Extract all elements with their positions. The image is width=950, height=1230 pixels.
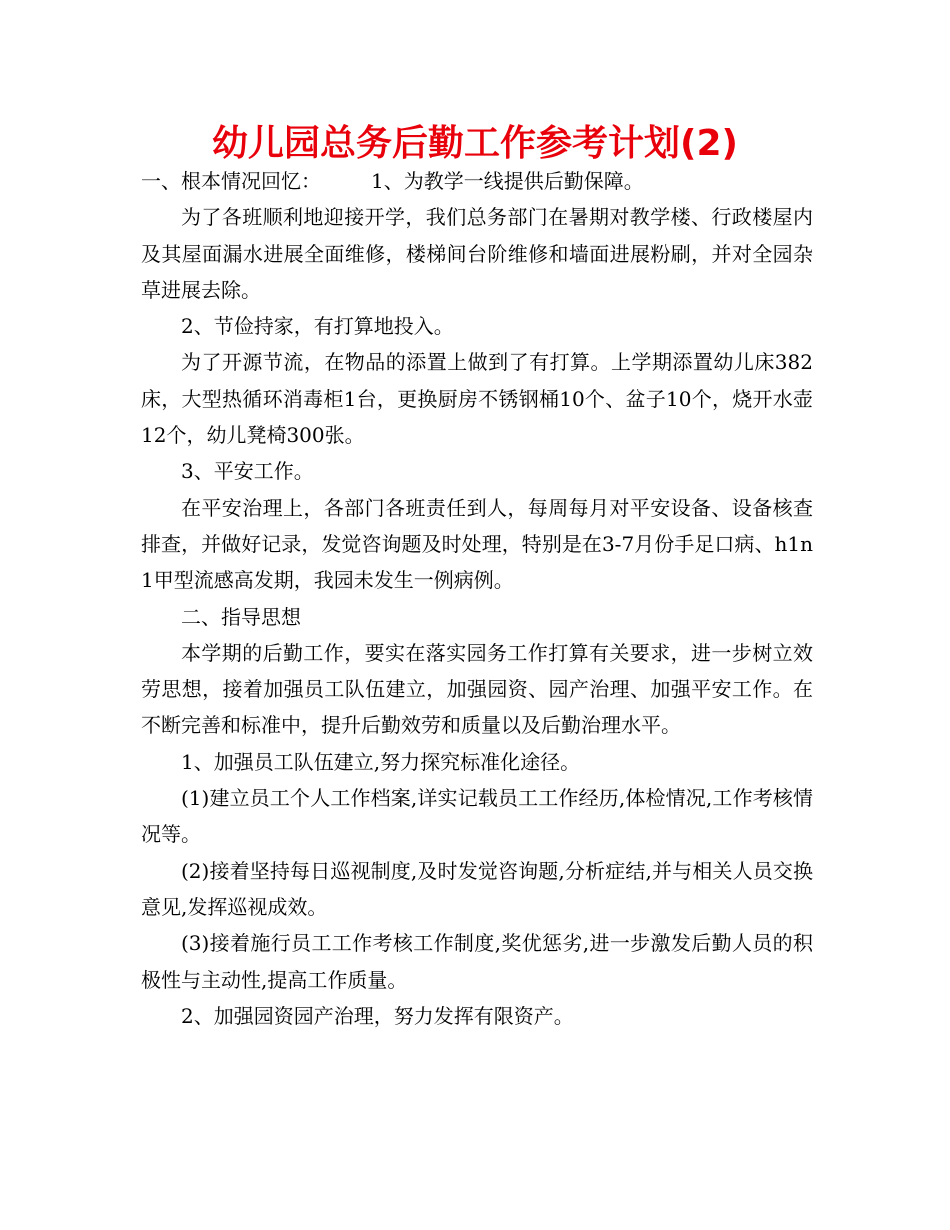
paragraph: 2、节俭持家，有打算地投入。 [181, 314, 454, 339]
section1-heading: 一、根本情况回忆： [141, 169, 321, 193]
document-title: 幼儿园总务后勤工作参考计划(2) [212, 123, 738, 164]
paragraph: 为了各班顺利地迎接开学，我们总务部门在暑期对教学楼、行政楼屋内及其屋面漏水进展全面维修，楼梯间台阶维修和墙面进展粉刷，并对全园杂草进展去除。 [141, 205, 813, 302]
paragraph: 3、平安工作。 [181, 459, 314, 484]
paragraph: (3)接着施行员工工作考核工作制度,奖优惩劣,进一步激发后勤人员的积极性与主动性,提高工作质量。 [141, 931, 813, 992]
document-body [141, 163, 813, 1034]
paragraph: (1)建立员工个人工作档案,详实记载员工工作经历,体检情况,工作考核情况等。 [141, 786, 813, 847]
paragraph: 2、加强园资园产治理，努力发挥有限资产。 [181, 1003, 574, 1028]
section1-item1: 1、为教学一线提供后勤保障。 [371, 169, 644, 193]
paragraph: 本学期的后勤工作，要实在落实园务工作打算有关要求，进一步树立效劳思想，接着加强员工队伍建立，加强园资、园产治理、加强平安工作。在不断完善和标准中，提升后勤效劳和质量以及后勤治理水平。 [141, 640, 813, 738]
paragraph: (2)接着坚持每日巡视制度,及时发觉咨询题,分析症结,并与相关人员交换意见,发挥巡视成效。 [141, 858, 813, 919]
section1-heading-line [141, 163, 813, 199]
paragraph: 在平安治理上，各部门各班责任到人，每周每月对平安设备、设备核查排查，并做好记录，发觉咨询题及时处理，特别是在3-7月份手足口病、h1n1甲型流感高发期，我园未发生一例病例。 [141, 495, 813, 593]
paragraph: 为了开源节流，在物品的添置上做到了有打算。上学期添置幼儿床382床，大型热循环消毒柜1台，更换厨房不锈钢桶10个、盆子10个，烧开水壶12个，幼儿凳椅300张。 [141, 350, 813, 448]
paragraph: 1、加强员工队伍建立,努力探究标准化途径。 [181, 749, 581, 774]
paragraph: 二、指导思想 [181, 604, 301, 629]
